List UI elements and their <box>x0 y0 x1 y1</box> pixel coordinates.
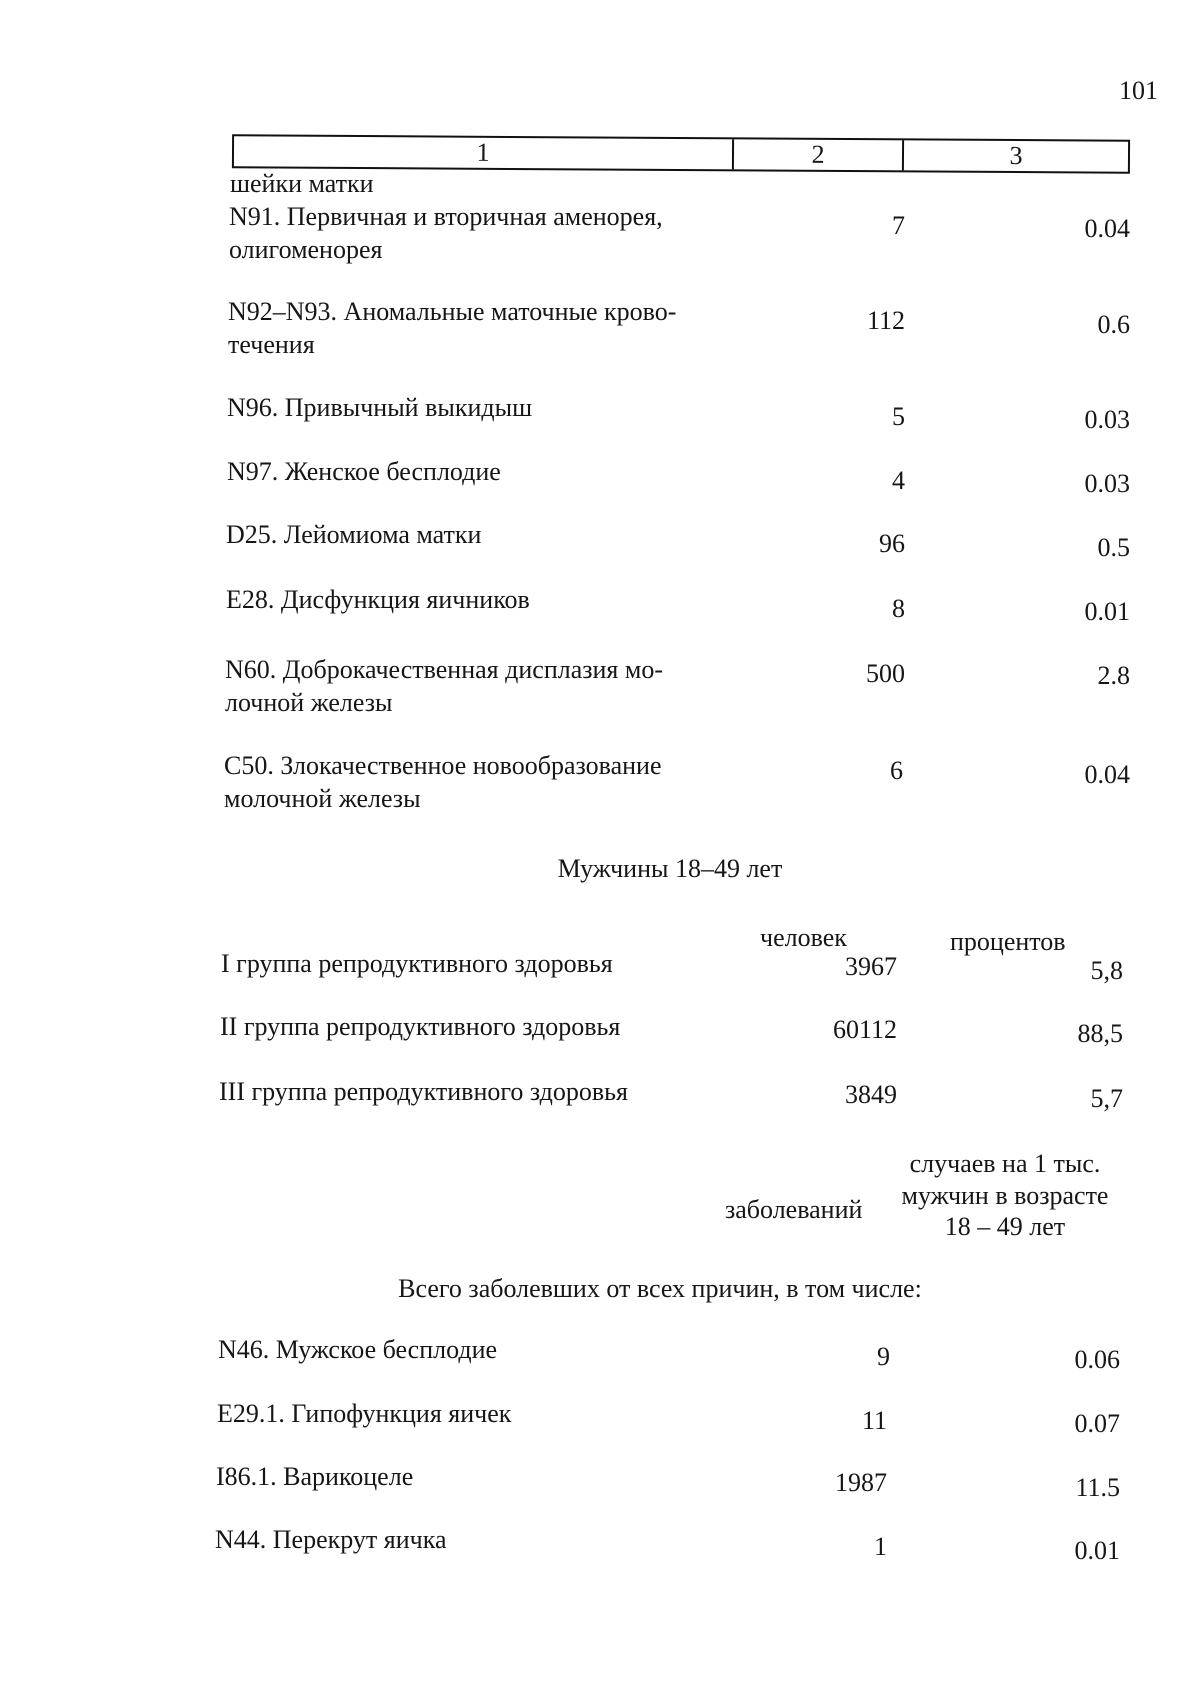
row-count: 4 <box>892 466 905 495</box>
row-count: 5 <box>892 402 905 431</box>
group-percent: 5,8 <box>1090 956 1123 985</box>
row-rate: 0.01 <box>1074 1536 1120 1565</box>
group-people: 3967 <box>845 952 897 981</box>
row-rate: 2.8 <box>1097 661 1130 690</box>
col-header-percent: процентов <box>950 927 1066 956</box>
row-rate: 11.5 <box>1075 1473 1120 1502</box>
row-label-line: лочной железы <box>225 688 393 717</box>
group-percent: 5,7 <box>1090 1084 1123 1113</box>
row-label-line: молочной железы <box>224 784 421 813</box>
row-rate: 0.03 <box>1084 405 1130 434</box>
table-header-col-2: 2 <box>734 139 904 170</box>
row-count: 6 <box>890 756 903 785</box>
row-label-line: D25. Лейомиома матки <box>226 520 482 549</box>
row-rate: 0.04 <box>1084 760 1130 789</box>
row-label: I86.1. Варикоцеле <box>216 1462 414 1491</box>
table-header-col-1: 1 <box>234 136 734 169</box>
row-label-line: C50. Злокачественное новообразование <box>224 751 662 780</box>
row-label-line: E28. Дисфункция яичников <box>226 585 530 614</box>
row-rate: 0.5 <box>1097 533 1130 562</box>
row-count: 500 <box>866 659 905 688</box>
row-count: 112 <box>866 306 905 335</box>
total-line: Всего заболевших от всех причин, в том числе: <box>398 1274 922 1303</box>
group-percent: 88,5 <box>1077 1019 1123 1048</box>
row-rate: 0.04 <box>1084 214 1130 243</box>
row-label-line: течения <box>228 330 315 359</box>
row-label: N46. Мужское бесплодие <box>218 1335 498 1364</box>
row-count: 7 <box>892 211 905 240</box>
row-count: 8 <box>892 594 905 623</box>
table-header-col-3: 3 <box>1009 141 1023 171</box>
row-rate: 0.06 <box>1074 1345 1120 1374</box>
row-rate: 0.01 <box>1084 597 1130 626</box>
col-header-people: человек <box>760 923 847 952</box>
section-title: Мужчины 18–49 лет <box>557 854 783 883</box>
table-header <box>232 134 1130 173</box>
row-label-line: N92–N93. Аномальные маточные крово- <box>228 297 677 326</box>
row-rate: 0.03 <box>1084 469 1130 498</box>
group-label: II группа репродуктивного здоровья <box>220 1012 621 1041</box>
col-header-rate: 18 – 49 лет <box>944 1212 1066 1241</box>
row-label-line: N97. Женское бесплодие <box>227 457 501 486</box>
col-header-rate: случаев на 1 тыс. <box>909 1149 1101 1178</box>
row-count: 96 <box>879 529 905 558</box>
row-label: E29.1. Гипофункция яичек <box>217 1399 512 1428</box>
row-count: 1 <box>874 1532 887 1561</box>
row-label-line: олигоменорея <box>229 235 383 264</box>
row-label-line: N91. Первичная и вторичная аменорея, <box>229 202 663 231</box>
group-people: 60112 <box>832 1015 897 1044</box>
row-count: 11 <box>861 1406 887 1435</box>
group-people: 3849 <box>845 1080 897 1109</box>
row-label-line: N96. Привычный выкидыш <box>227 393 533 422</box>
col-header-rate: мужчин в возрасте <box>901 1181 1109 1210</box>
col-header-diseases: заболеваний <box>725 1195 863 1224</box>
continuation-line: шейки матки <box>230 169 374 198</box>
row-rate: 0.07 <box>1074 1409 1120 1438</box>
row-label-line: N60. Доброкачественная дисплазия мо- <box>225 655 664 684</box>
page-number: 101 <box>1119 76 1158 105</box>
group-label: I группа репродуктивного здоровья <box>221 949 613 978</box>
group-label: III группа репродуктивного здоровья <box>219 1077 628 1106</box>
row-count: 9 <box>877 1342 890 1371</box>
row-label: N44. Перекрут яичка <box>215 1525 447 1554</box>
row-count: 1987 <box>835 1468 887 1497</box>
row-rate: 0.6 <box>1097 310 1130 339</box>
